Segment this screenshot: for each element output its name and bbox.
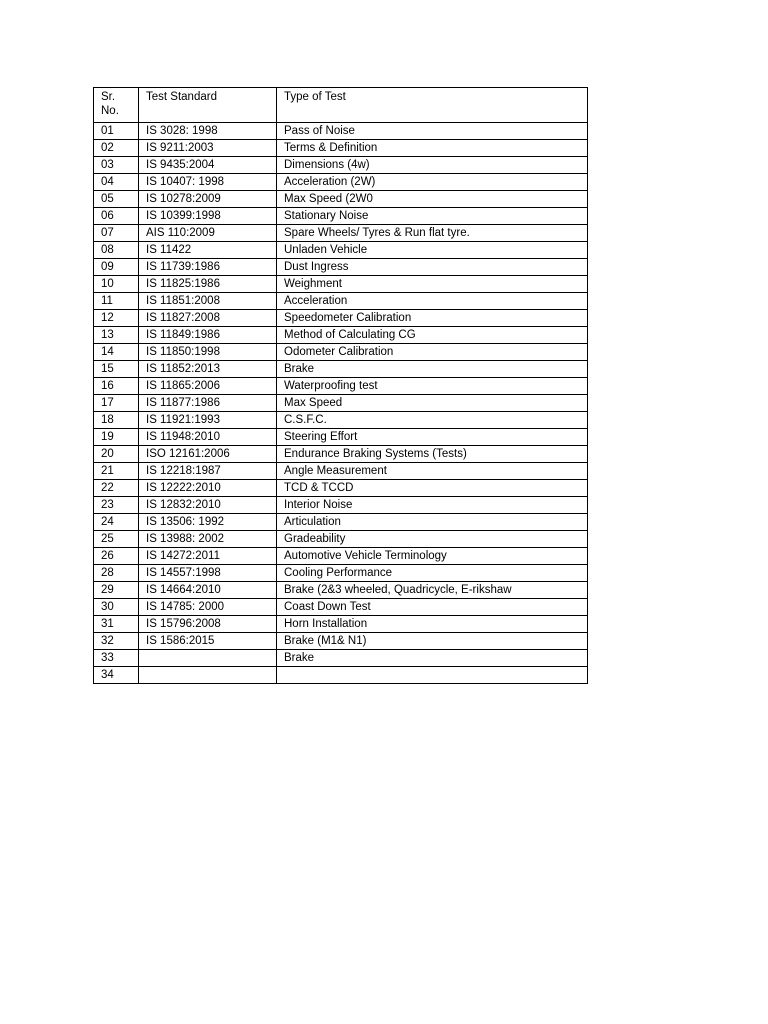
- table-row: [94, 208, 588, 225]
- cell-sr-no: 26: [94, 548, 139, 565]
- cell-type-of-test: Terms & Definition: [277, 140, 588, 157]
- cell-type-of-test: Interior Noise: [277, 497, 588, 514]
- test-standards-table: [93, 87, 588, 684]
- table-row: [94, 259, 588, 276]
- cell-type-of-test: Acceleration: [277, 293, 588, 310]
- cell-test-standard: IS 12218:1987: [139, 463, 277, 480]
- cell-type-of-test: C.S.F.C.: [277, 412, 588, 429]
- header-test-standard: Test Standard: [139, 88, 277, 123]
- cell-sr-no: 25: [94, 531, 139, 548]
- table-row: [94, 310, 588, 327]
- cell-type-of-test: Brake (2&3 wheeled, Quadricycle, E-rikshaw: [277, 582, 588, 599]
- table-row: [94, 548, 588, 565]
- cell-sr-no: 04: [94, 174, 139, 191]
- cell-test-standard: IS 13506: 1992: [139, 514, 277, 531]
- table-row: [94, 327, 588, 344]
- cell-test-standard: [139, 667, 277, 684]
- cell-type-of-test: Horn Installation: [277, 616, 588, 633]
- cell-type-of-test: TCD & TCCD: [277, 480, 588, 497]
- cell-type-of-test: Brake (M1& N1): [277, 633, 588, 650]
- cell-type-of-test: Coast Down Test: [277, 599, 588, 616]
- cell-sr-no: 05: [94, 191, 139, 208]
- cell-type-of-test: Automotive Vehicle Terminology: [277, 548, 588, 565]
- table-row: [94, 293, 588, 310]
- cell-sr-no: 17: [94, 395, 139, 412]
- cell-sr-no: 18: [94, 412, 139, 429]
- table-row: [94, 378, 588, 395]
- cell-test-standard: IS 11825:1986: [139, 276, 277, 293]
- cell-sr-no: 13: [94, 327, 139, 344]
- cell-sr-no: 30: [94, 599, 139, 616]
- cell-type-of-test: Max Speed (2W0: [277, 191, 588, 208]
- cell-sr-no: 16: [94, 378, 139, 395]
- table-row: [94, 225, 588, 242]
- table-row: [94, 446, 588, 463]
- cell-test-standard: IS 11921:1993: [139, 412, 277, 429]
- cell-type-of-test: Stationary Noise: [277, 208, 588, 225]
- cell-test-standard: IS 9435:2004: [139, 157, 277, 174]
- table-row: [94, 565, 588, 582]
- cell-sr-no: 09: [94, 259, 139, 276]
- cell-type-of-test: Steering Effort: [277, 429, 588, 446]
- table-row: [94, 667, 588, 684]
- table-header-row: [94, 88, 588, 123]
- table-body: [94, 88, 588, 684]
- cell-type-of-test: Pass of Noise: [277, 123, 588, 140]
- cell-sr-no: 32: [94, 633, 139, 650]
- cell-sr-no: 12: [94, 310, 139, 327]
- cell-type-of-test: Odometer Calibration: [277, 344, 588, 361]
- table-row: [94, 650, 588, 667]
- table-row: [94, 242, 588, 259]
- cell-sr-no: 28: [94, 565, 139, 582]
- table-row: [94, 616, 588, 633]
- cell-sr-no: 11: [94, 293, 139, 310]
- cell-test-standard: IS 12832:2010: [139, 497, 277, 514]
- cell-type-of-test: Speedometer Calibration: [277, 310, 588, 327]
- cell-type-of-test: [277, 667, 588, 684]
- header-sr-no: [94, 88, 139, 123]
- table-row: [94, 395, 588, 412]
- cell-test-standard: IS 1586:2015: [139, 633, 277, 650]
- cell-test-standard: IS 10278:2009: [139, 191, 277, 208]
- cell-sr-no: 01: [94, 123, 139, 140]
- table-row: [94, 140, 588, 157]
- cell-test-standard: IS 9211:2003: [139, 140, 277, 157]
- table-row: [94, 480, 588, 497]
- cell-sr-no: 10: [94, 276, 139, 293]
- cell-test-standard: IS 3028: 1998: [139, 123, 277, 140]
- cell-sr-no: 07: [94, 225, 139, 242]
- cell-type-of-test: Weighment: [277, 276, 588, 293]
- cell-sr-no: 21: [94, 463, 139, 480]
- cell-sr-no: 24: [94, 514, 139, 531]
- cell-sr-no: 31: [94, 616, 139, 633]
- cell-test-standard: IS 11877:1986: [139, 395, 277, 412]
- cell-test-standard: IS 13988: 2002: [139, 531, 277, 548]
- cell-type-of-test: Unladen Vehicle: [277, 242, 588, 259]
- cell-type-of-test: Articulation: [277, 514, 588, 531]
- table-row: [94, 514, 588, 531]
- cell-test-standard: IS 11849:1986: [139, 327, 277, 344]
- cell-type-of-test: Brake: [277, 650, 588, 667]
- cell-type-of-test: Spare Wheels/ Tyres & Run flat tyre.: [277, 225, 588, 242]
- cell-test-standard: IS 14272:2011: [139, 548, 277, 565]
- cell-test-standard: IS 11739:1986: [139, 259, 277, 276]
- cell-test-standard: IS 14664:2010: [139, 582, 277, 599]
- cell-test-standard: IS 11948:2010: [139, 429, 277, 446]
- table-row: [94, 157, 588, 174]
- cell-sr-no: 34: [94, 667, 139, 684]
- cell-test-standard: IS 14557:1998: [139, 565, 277, 582]
- cell-sr-no: 08: [94, 242, 139, 259]
- cell-test-standard: IS 11851:2008: [139, 293, 277, 310]
- cell-test-standard: IS 12222:2010: [139, 480, 277, 497]
- header-type-of-test: Type of Test: [277, 88, 588, 123]
- table-row: [94, 361, 588, 378]
- cell-test-standard: IS 11852:2013: [139, 361, 277, 378]
- cell-sr-no: 33: [94, 650, 139, 667]
- cell-type-of-test: Gradeability: [277, 531, 588, 548]
- cell-type-of-test: Cooling Performance: [277, 565, 588, 582]
- table-row: [94, 174, 588, 191]
- table-row: [94, 531, 588, 548]
- cell-test-standard: ISO 12161:2006: [139, 446, 277, 463]
- table-row: [94, 429, 588, 446]
- cell-test-standard: IS 14785: 2000: [139, 599, 277, 616]
- cell-test-standard: IS 11422: [139, 242, 277, 259]
- cell-type-of-test: Waterproofing test: [277, 378, 588, 395]
- cell-sr-no: 14: [94, 344, 139, 361]
- table-row: [94, 412, 588, 429]
- cell-test-standard: IS 11850:1998: [139, 344, 277, 361]
- cell-type-of-test: Max Speed: [277, 395, 588, 412]
- cell-sr-no: 03: [94, 157, 139, 174]
- cell-type-of-test: Angle Measurement: [277, 463, 588, 480]
- table-row: [94, 582, 588, 599]
- cell-sr-no: 02: [94, 140, 139, 157]
- cell-type-of-test: Dimensions (4w): [277, 157, 588, 174]
- cell-sr-no: 29: [94, 582, 139, 599]
- cell-test-standard: IS 11865:2006: [139, 378, 277, 395]
- cell-sr-no: 20: [94, 446, 139, 463]
- cell-test-standard: IS 10407: 1998: [139, 174, 277, 191]
- cell-sr-no: 15: [94, 361, 139, 378]
- cell-sr-no: 23: [94, 497, 139, 514]
- cell-type-of-test: Endurance Braking Systems (Tests): [277, 446, 588, 463]
- cell-test-standard: [139, 650, 277, 667]
- table-row: [94, 497, 588, 514]
- header-sr-no-text: Sr. No.: [101, 91, 119, 117]
- cell-sr-no: 19: [94, 429, 139, 446]
- cell-sr-no: 06: [94, 208, 139, 225]
- cell-type-of-test: Dust Ingress: [277, 259, 588, 276]
- cell-type-of-test: Method of Calculating CG: [277, 327, 588, 344]
- cell-test-standard: IS 10399:1998: [139, 208, 277, 225]
- cell-type-of-test: Acceleration (2W): [277, 174, 588, 191]
- table-row: [94, 123, 588, 140]
- table-row: [94, 191, 588, 208]
- cell-test-standard: AIS 110:2009: [139, 225, 277, 242]
- table-row: [94, 344, 588, 361]
- table-row: [94, 599, 588, 616]
- cell-type-of-test: Brake: [277, 361, 588, 378]
- cell-test-standard: IS 15796:2008: [139, 616, 277, 633]
- table-row: [94, 633, 588, 650]
- table-row: [94, 276, 588, 293]
- cell-test-standard: IS 11827:2008: [139, 310, 277, 327]
- cell-sr-no: 22: [94, 480, 139, 497]
- table-row: [94, 463, 588, 480]
